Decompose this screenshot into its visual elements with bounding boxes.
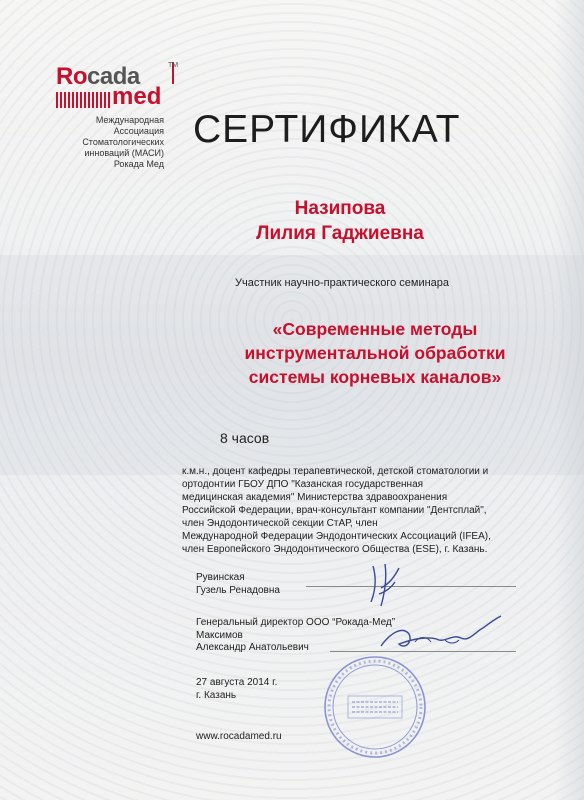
signatory-lecturer <box>196 572 280 597</box>
org-line: Международная <box>95 115 164 125</box>
desc-line: медицинская академия" Министерства здравоохранения <box>182 492 448 503</box>
organization-name <box>52 115 164 170</box>
logo-med: med <box>112 83 162 110</box>
lecturer-signature <box>355 558 415 618</box>
org-line: Рокада Мед <box>113 159 164 169</box>
rocada-med-logo <box>56 62 179 112</box>
certificate-title: СЕРТИФИКАТ <box>193 108 461 151</box>
hours-count: 8 часов <box>220 430 270 446</box>
signatory-director-surname: Максимов <box>196 629 243 641</box>
org-line: Стоматологических <box>82 137 164 147</box>
page-edge-shadow <box>554 0 584 800</box>
logo-cada: cada <box>87 63 140 90</box>
seminar-line: инструментальной обработки <box>244 343 506 363</box>
website-text: www.rocadamed.ru <box>196 731 282 742</box>
desc-line: член Эндодонтической секции СтАР, член <box>182 518 378 529</box>
desc-line: Международной Федерации Эндодонтических Ассоциаций (IFEA), <box>182 531 491 542</box>
signatory-lecturer-names: Гузель Ренадовна <box>196 584 280 596</box>
signatory-director-names: Александр Анатольевич <box>196 642 309 653</box>
org-line: Ассоциация <box>113 126 164 136</box>
org-line: инноваций (МАСИ) <box>84 148 164 158</box>
signatory-director <box>196 617 395 655</box>
issue-city: г. Казань <box>196 689 237 701</box>
desc-line: к.м.н., доцент кафедры терапевтической, детской стоматологии и <box>182 466 489 477</box>
organization-stamp <box>320 652 430 762</box>
signatory-director-title: Генеральный директор ООО “Рокада-Мед” <box>196 617 396 628</box>
participant-text: Участник научно-практического семинара <box>235 277 450 289</box>
desc-line: Российской Федерации, врач-консультант компании "Дентсплай", <box>182 505 487 516</box>
recipient-name <box>200 196 480 246</box>
desc-line: ортодонтии ГБОУ ДПО "Казанская государственная <box>182 479 424 490</box>
seminar-line: «Современные методы <box>272 319 478 339</box>
logo-stripes <box>56 92 110 108</box>
recipient-given-names: Лилия Гаджиевна <box>256 223 424 244</box>
lecturer-description <box>182 465 552 556</box>
desc-line: член Европейского Эндодонтического Общества (ESE), г. Казань. <box>182 544 488 555</box>
logo-ro: Ro <box>56 63 87 90</box>
logo-trademark: TM <box>168 62 179 69</box>
issue-date <box>196 677 277 702</box>
signatory-lecturer-surname: Рувинская <box>196 572 245 583</box>
recipient-surname: Назипова <box>294 198 386 219</box>
seminar-title <box>220 317 530 389</box>
issue-date-value: 27 августа 2014 г. <box>196 677 278 688</box>
seminar-line: системы корневых каналов» <box>248 367 502 387</box>
